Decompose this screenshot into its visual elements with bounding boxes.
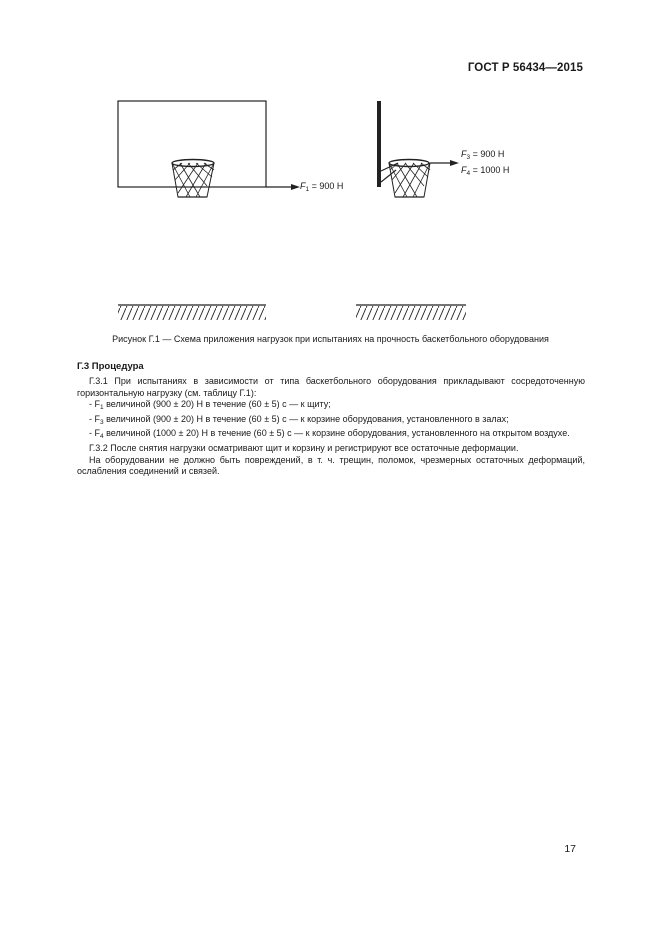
paragraph-conclusion: На оборудовании не должно быть повреждений, в т. ч. трещин, поломок, чрезмерных остаточных деформаций, ослабления соединений и связей. (77, 454, 585, 477)
document-code: ГОСТ Р 56434—2015 (467, 62, 583, 74)
force-label-f1: $F_1 = 900$ Н (300, 181, 344, 193)
paragraph-g31: Г.3.1 При испытаниях в зависимости от типа баскетбольного оборудования прикладывают сосредоточенную горизонтальную нагрузку (см. таблицу Г.1): (77, 376, 585, 398)
figure-diagram (0, 90, 661, 330)
list-item-f4: - $F_4$ величиной (1000 ± 20) Н в течение (60 ± 5) с — к корзине оборудования, установленного на открытом воздухе. (89, 428, 570, 441)
basket-side-icon (389, 160, 430, 198)
backboard-front (118, 101, 266, 187)
page-number: 17 (564, 843, 576, 855)
force-arrow-f3-f4 (430, 160, 459, 166)
force-arrow-f1 (266, 184, 300, 190)
force-label-f4: $F_4 = 1000$ Н (461, 165, 510, 177)
section-body (77, 376, 585, 478)
ground-left (118, 305, 266, 320)
basket-front-icon (172, 160, 214, 198)
list-item-f3: - $F_3$ величиной (900 ± 20) Н в течение (60 ± 5) с — к корзине оборудования, установленного в залах; (89, 413, 509, 426)
ground-right (356, 305, 466, 320)
section-title: Г.3 Процедура (77, 361, 144, 372)
backboard-side (377, 101, 381, 187)
paragraph-g32: Г.3.2 После снятия нагрузки осматривают щит и корзину и регистрируют все остаточные деформации. (89, 442, 519, 453)
figure-caption: Рисунок Г.1 — Схема приложения нагрузок при испытаниях на прочность баскетбольного оборудования (112, 334, 549, 344)
list-item-f1: - $F_1$ величиной (900 ± 20) Н в течение (60 ± 5) с — к щиту; (89, 399, 331, 412)
force-label-f3: $F_3 = 900$ Н (461, 149, 505, 161)
